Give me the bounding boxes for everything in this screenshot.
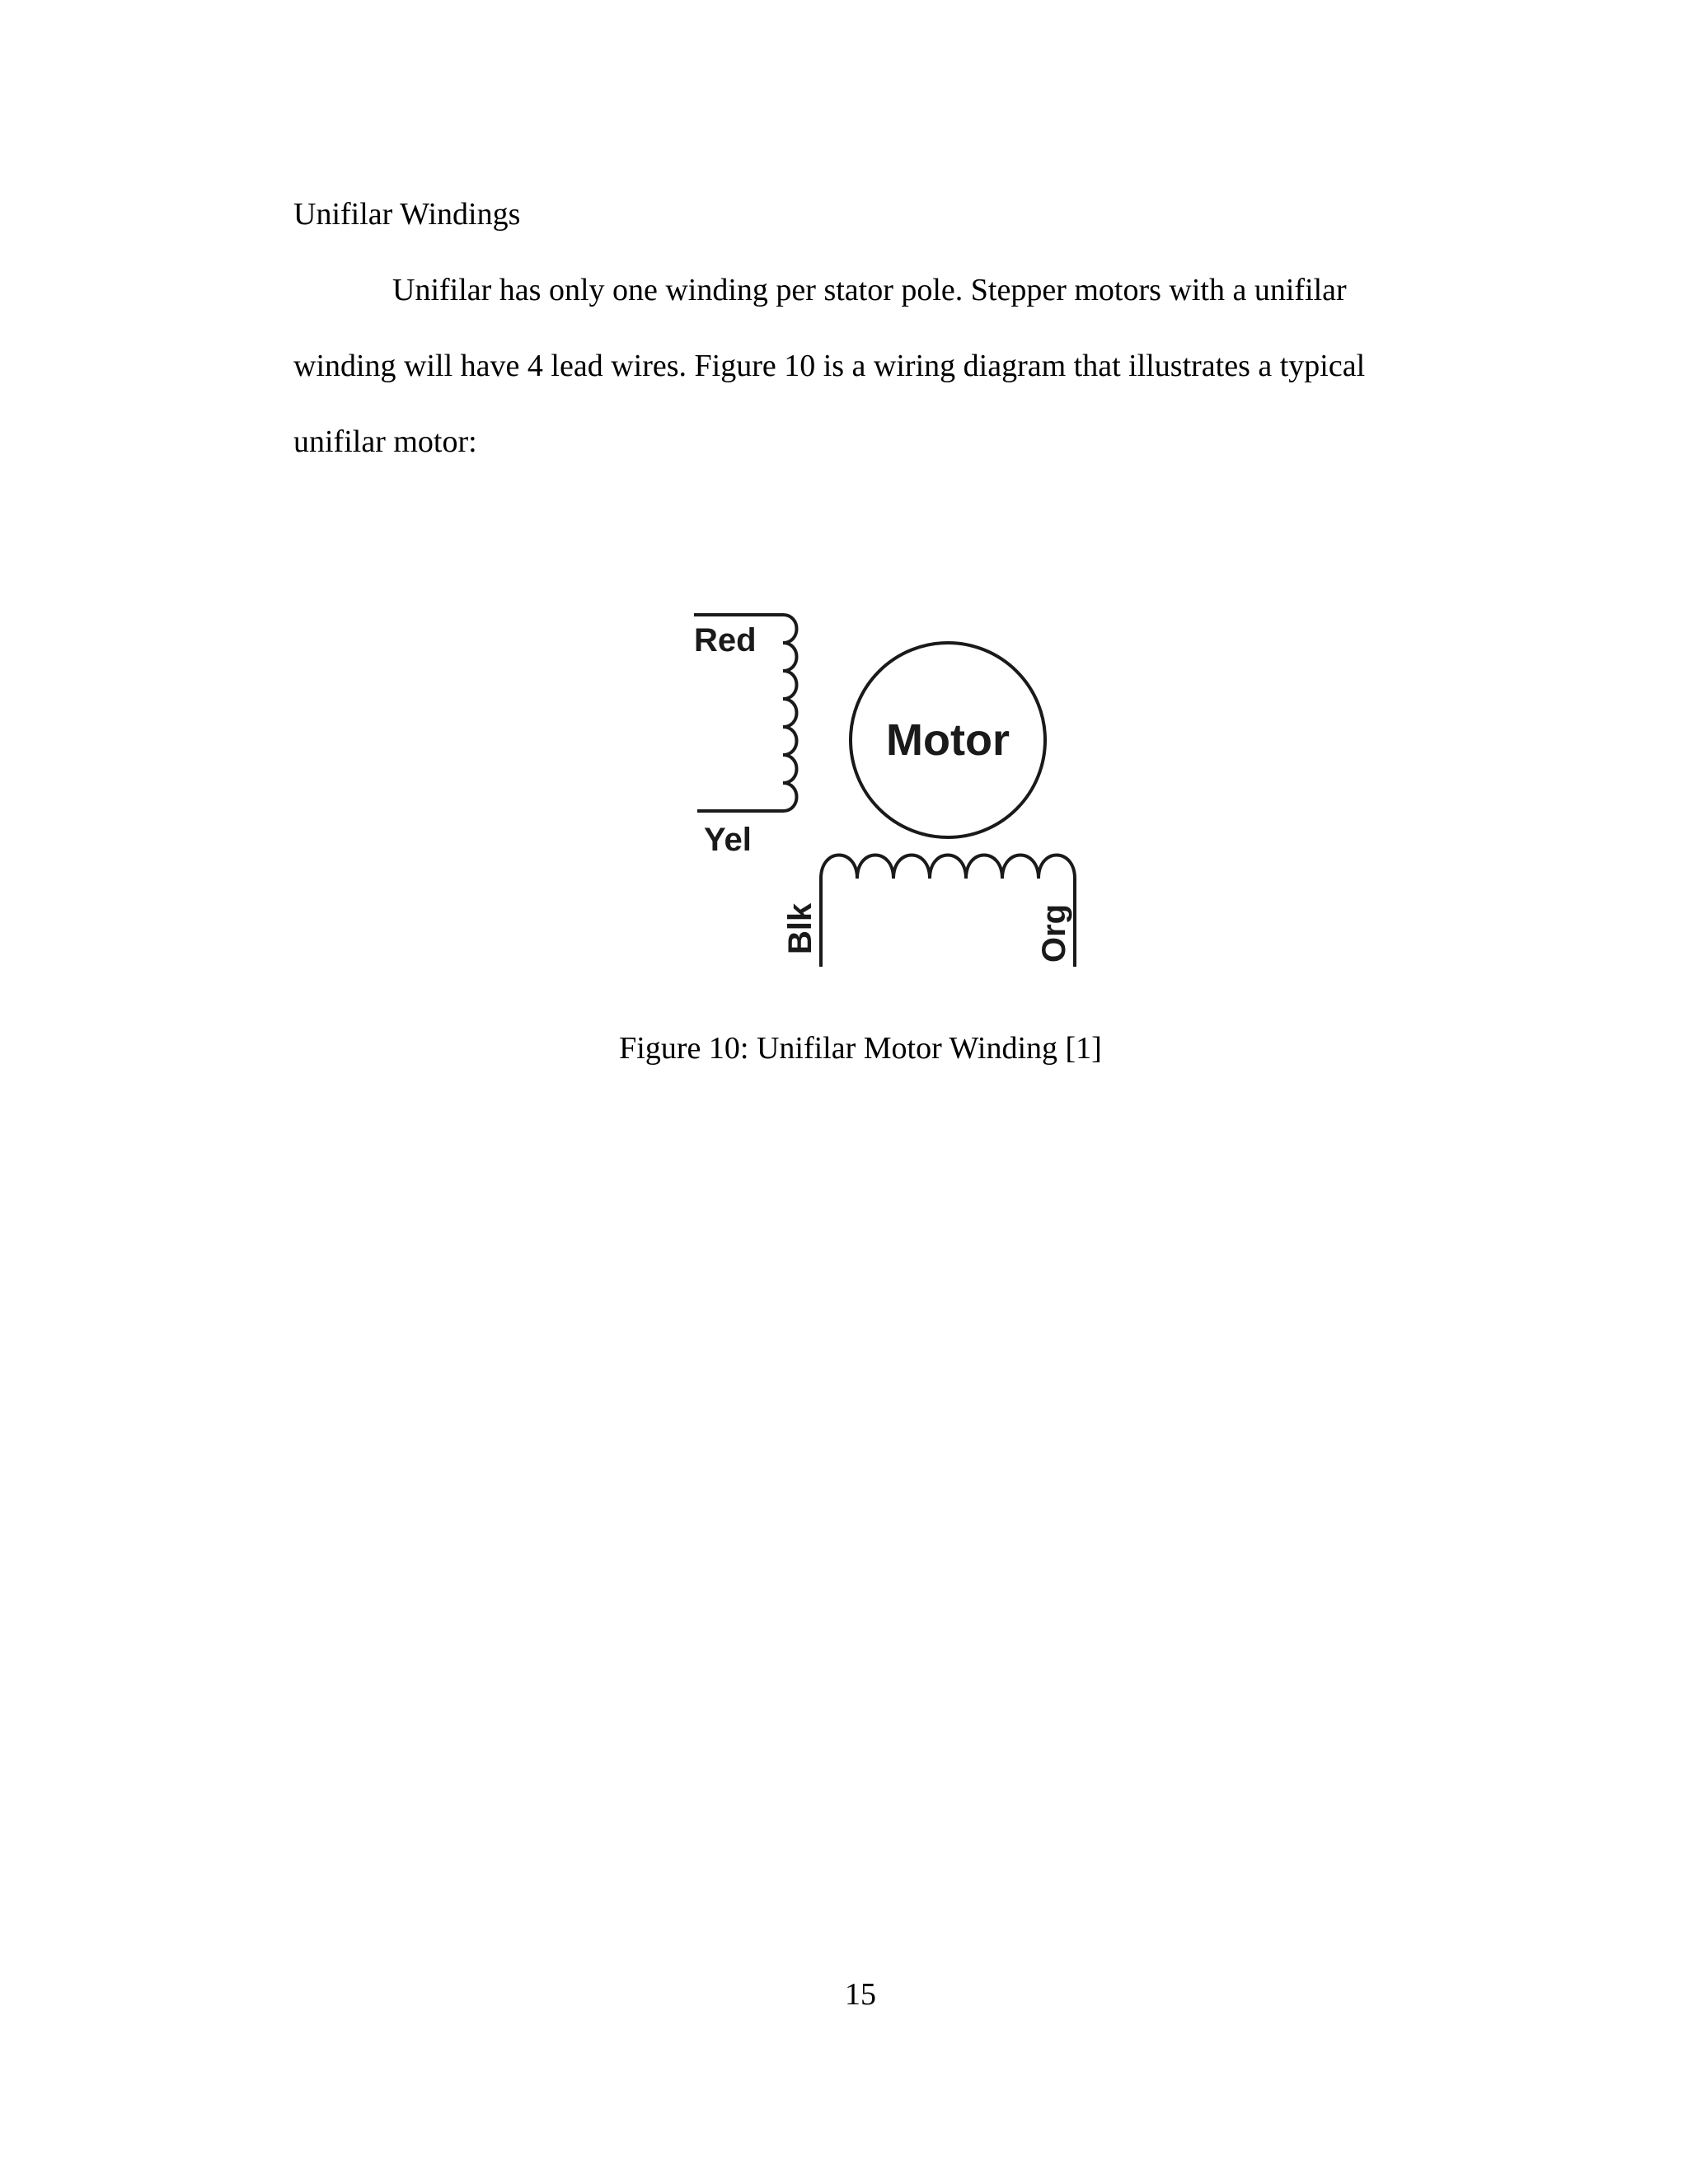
org-label: Org	[1036, 903, 1072, 963]
red-label: Red	[694, 622, 757, 658]
figure-caption: Figure 10: Unifilar Motor Winding [1]	[619, 1031, 1102, 1066]
paragraph-line: unifilar motor:	[293, 424, 477, 459]
paragraph-line: winding will have 4 lead wires. Figure 10 is a wiring diagram that illustrates a typical	[293, 349, 1366, 383]
page-number: 15	[845, 1977, 876, 2012]
bottom-coil	[821, 855, 1075, 879]
blk-label: Blk	[782, 902, 818, 954]
wiring-diagram-figure	[676, 600, 1104, 987]
yel-label: Yel	[704, 822, 752, 858]
left-coil	[783, 615, 797, 811]
wiring-diagram	[676, 600, 1104, 987]
section-heading: Unifilar Windings	[293, 197, 521, 232]
motor-label: Motor	[886, 715, 1010, 765]
paragraph-line: Unifilar has only one winding per stator pole. Stepper motors with a unifilar	[392, 273, 1347, 307]
